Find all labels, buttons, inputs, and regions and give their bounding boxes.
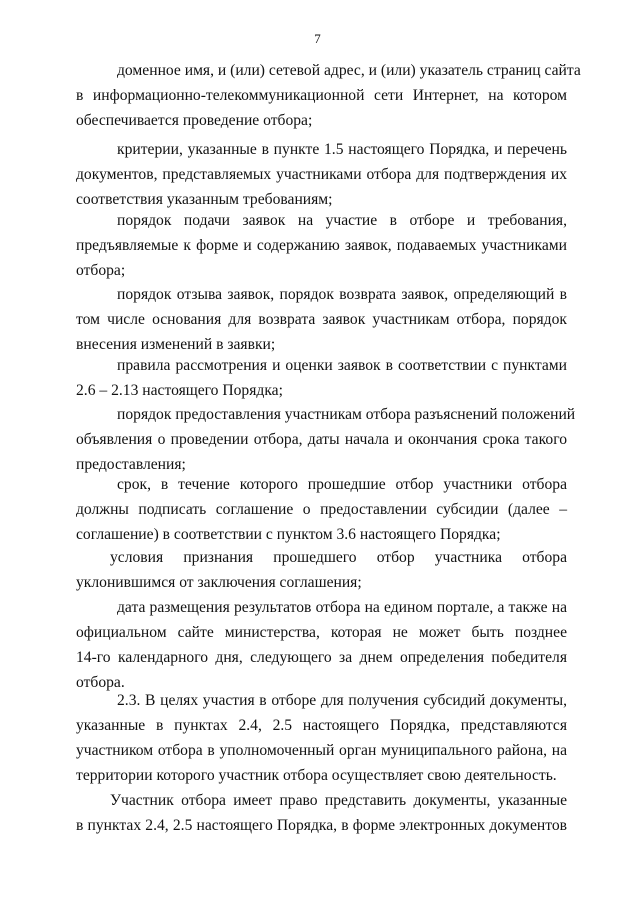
text-line: срок, в течение которого прошедшие отбор участники отбора	[117, 476, 567, 493]
text-line: условия признания прошедшего отбор участника отбора	[110, 549, 567, 566]
text-line: порядок подачи заявок на участие в отборе и требования,	[117, 212, 567, 229]
text-line: предоставления;	[76, 456, 186, 473]
paragraph-2-3	[76, 688, 567, 788]
text-line: том числе основания для возврата заявок участникам отбора, порядок	[76, 311, 567, 328]
text-line: соответствия указанным требованиям;	[76, 191, 333, 208]
text-line: 14-го календарного дня, следующего за днем определения победителя	[76, 649, 567, 666]
text-line: обеспечивается проведение отбора;	[76, 112, 313, 129]
paragraph-criteria	[76, 137, 567, 212]
text-line: документов, представляемых участниками отбора для подтверждения их	[76, 166, 567, 183]
text-line: 2.6 – 2.13 настоящего Порядка;	[76, 382, 283, 399]
paragraph-withdrawal-procedure	[76, 282, 567, 357]
page-number: 7	[314, 31, 321, 46]
paragraph-clarifications	[76, 402, 576, 477]
paragraph-evasion-conditions	[76, 545, 567, 595]
text-line: 2.3. В целях участия в отборе для получения субсидий документы,	[117, 692, 567, 709]
text-line: правила рассмотрения и оценки заявок в соответствии с пунктами	[117, 357, 567, 374]
paragraph-electronic-submission	[76, 788, 567, 838]
paragraph-agreement-term	[76, 472, 567, 547]
text-line: уклонившимся от заключения соглашения;	[76, 574, 362, 591]
text-line: критерии, указанные в пункте 1.5 настоящего Порядка, и перечень	[117, 141, 567, 158]
paragraph-domain-name	[76, 58, 581, 133]
text-line: Участник отбора имеет право представить документы, указанные	[110, 792, 567, 809]
text-line: должны подписать соглашение о предоставлении субсидии (далее –	[76, 501, 567, 518]
text-line: территории которого участник отбора осуществляет свою деятельность.	[76, 767, 557, 784]
text-line: официальном сайте министерства, которая не может быть позднее	[76, 624, 567, 641]
text-line: дата размещения результатов отбора на едином портале, а также на	[117, 599, 567, 616]
paragraph-results-publication	[76, 595, 567, 695]
text-line: участником отбора в уполномоченный орган муниципального района, на	[76, 742, 567, 759]
text-line: внесения изменений в заявки;	[76, 336, 276, 353]
paragraph-review-rules	[76, 353, 567, 403]
text-line: доменное имя, и (или) сетевой адрес, и (или) указатель страниц сайта	[117, 62, 581, 79]
text-line: порядок отзыва заявок, порядок возврата заявок, определяющий в	[117, 286, 567, 303]
text-line: отбора;	[76, 262, 126, 279]
text-line: порядок предоставления участникам отбора разъяснений положений	[117, 406, 576, 423]
text-line: в пунктах 2.4, 2.5 настоящего Порядка, в форме электронных документов	[76, 817, 567, 834]
text-line: в информационно-телекоммуникационной сети Интернет, на котором	[76, 87, 567, 104]
text-line: отбора.	[76, 674, 125, 691]
text-line: предъявляемые к форме и содержанию заявок, подаваемых участниками	[76, 237, 567, 254]
paragraph-application-procedure	[76, 208, 567, 283]
text-line: указанные в пунктах 2.4, 2.5 настоящего Порядка, представляются	[76, 717, 567, 734]
text-line: объявления о проведении отбора, даты начала и окончания срока такого	[76, 431, 567, 448]
text-line: соглашение) в соответствии с пунктом 3.6 настоящего Порядка;	[76, 526, 501, 543]
